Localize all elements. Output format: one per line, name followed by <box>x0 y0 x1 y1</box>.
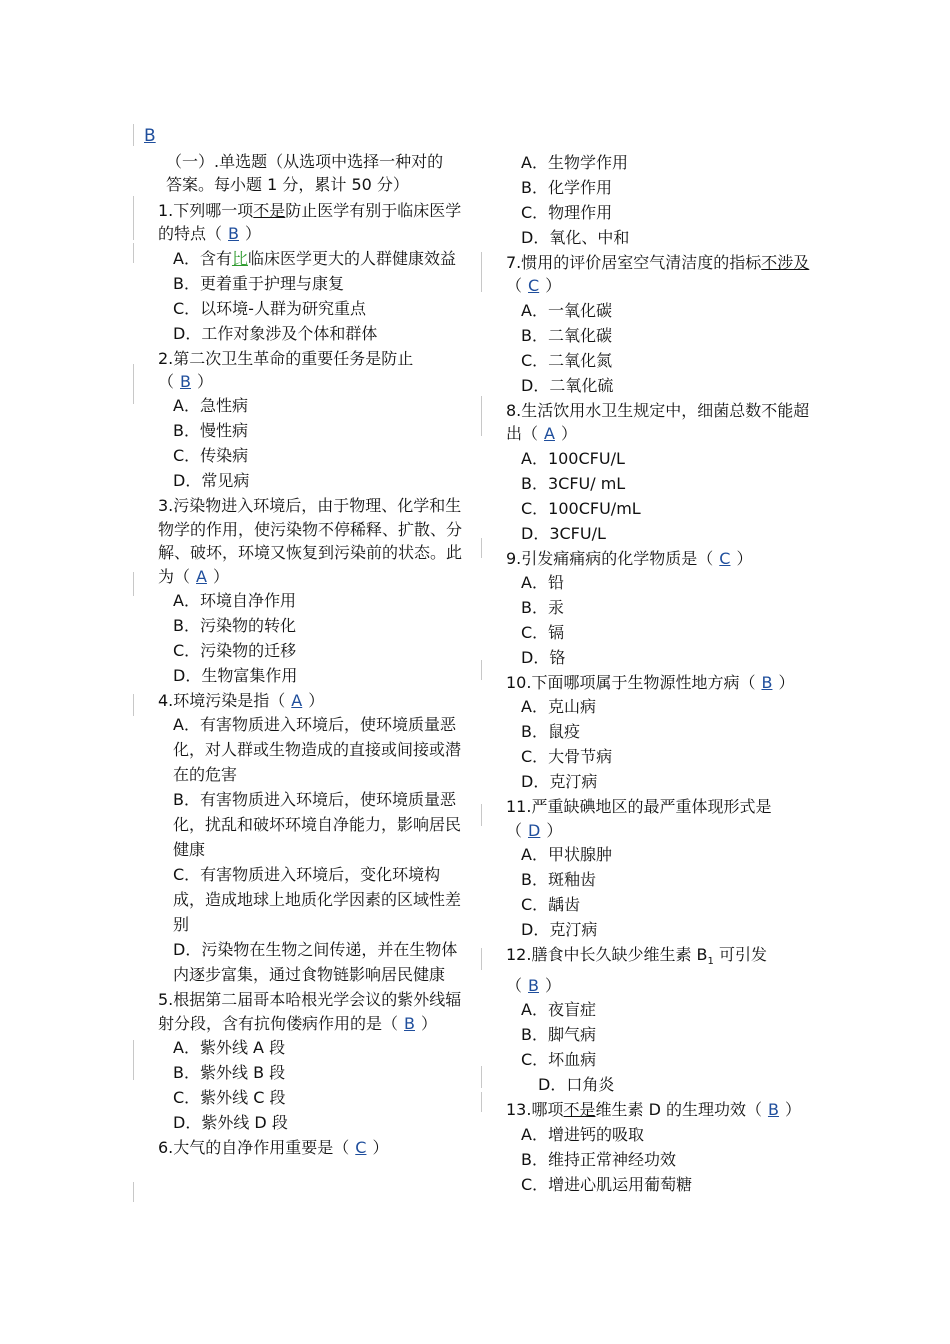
option: C．镉 <box>521 623 565 643</box>
option: D．工作对象涉及个体和群体 <box>173 323 378 343</box>
answer: A <box>291 691 303 711</box>
option: C．二氧化氮 <box>521 350 613 370</box>
option: B．紫外线 B 段 <box>173 1063 286 1083</box>
question-11: 11.严重缺碘地区的最严重体现形式是（ D ） <box>506 797 772 840</box>
answer: B <box>528 975 539 995</box>
question-13: 13.哪项不是维生素 D 的生理功效（ B ） <box>506 1100 801 1120</box>
option: A．环境自净作用 <box>173 591 296 611</box>
change-bar <box>133 572 134 596</box>
option: C．增进心肌运用葡萄糖 <box>521 1174 693 1194</box>
option: D．二氧化硫 <box>521 375 614 395</box>
option: A．100CFU/L <box>521 448 625 468</box>
change-bar <box>481 396 482 436</box>
option: B．3CFU/ mL <box>521 473 626 493</box>
option: B．汞 <box>521 598 564 618</box>
answer: B <box>767 1100 779 1120</box>
option: C．污染物的迁移 <box>173 641 297 661</box>
answer: A <box>544 424 555 444</box>
option: A．急性病 <box>173 396 248 416</box>
left-column <box>158 150 468 1160</box>
option: A．铅 <box>521 573 564 593</box>
answer: D <box>528 820 541 840</box>
question-3: 3.污染物进入环境后，由于物理、化学和生物学的作用，使污染物不停稀释、扩散、分解、破坏，环境又恢复到污染前的状态。此为（ A ） <box>158 496 463 586</box>
option: B．维持正常神经功效 <box>521 1149 676 1169</box>
option: A．紫外线 A 段 <box>173 1038 286 1058</box>
option: B．脚气病 <box>521 1025 596 1045</box>
option: B．污染物的转化 <box>173 616 296 636</box>
option: B．斑釉齿 <box>521 870 596 890</box>
option: D．克汀病 <box>521 920 598 940</box>
option: C．传染病 <box>173 446 249 466</box>
answer: B <box>761 673 773 693</box>
question-9: 9.引发痛痛病的化学物质是（ C ） <box>506 548 753 568</box>
option: B．更着重于护理与康复 <box>173 273 344 293</box>
option: C．有害物质进入环境后，变化环境构成，造成地球上地质化学因素的区域性差别 <box>173 865 462 935</box>
top-answer-mark: B <box>144 126 156 146</box>
change-bar <box>133 1040 134 1080</box>
option: D．铬 <box>521 648 566 668</box>
option: D．克汀病 <box>521 772 598 792</box>
question-5: 5.根据第二届哥本哈根光学会议的紫外线辐射分段，含有抗佝偻病作用的是（ B ） <box>158 990 462 1033</box>
option: A．夜盲症 <box>521 1000 596 1020</box>
option: D．生物富集作用 <box>173 666 298 686</box>
option: D．污染物在生物之间传递，并在生物体内逐步富集，通过食物链影响居民健康 <box>173 940 458 985</box>
option: D．常见病 <box>173 471 250 491</box>
change-bar <box>481 1092 482 1112</box>
option: D．口角炎 <box>538 1075 615 1095</box>
question-4: 4.环境污染是指（ A ） <box>158 691 325 711</box>
option: C．物理作用 <box>521 203 613 222</box>
answer: C <box>719 548 731 568</box>
change-bar <box>133 694 134 716</box>
option: A．克山病 <box>521 697 596 717</box>
answer: C <box>528 276 540 296</box>
option: B．鼠疫 <box>521 722 580 742</box>
question-8: 8.生活饮用水卫生规定中，细菌总数不能超出（ A ） <box>506 400 810 444</box>
option: C．龋齿 <box>521 895 581 915</box>
option: C．紫外线 C 段 <box>173 1088 286 1108</box>
question-6: 6.大气的自净作用重要是（ C ） <box>158 1138 389 1158</box>
change-bar <box>481 948 482 970</box>
option: A．一氧化碳 <box>521 300 612 320</box>
option: D．紫外线 D 段 <box>173 1113 288 1133</box>
option: C．坏血病 <box>521 1050 597 1070</box>
option: A．有害物质进入环境后，使环境质量恶化，对人群或生物造成的直接或间接或潜在的危害 <box>173 715 462 785</box>
option: B．有害物质进入环境后，使环境质量恶化，扰乱和破坏环境自净能力，影响居民健康 <box>173 790 462 860</box>
option: A．甲状腺肿 <box>521 845 612 865</box>
answer: C <box>355 1138 367 1158</box>
change-bar <box>481 804 482 826</box>
option: C．以环境-人群为研究重点 <box>173 298 366 318</box>
option: D．氧化、中和 <box>521 228 630 247</box>
question-2: 2.第二次卫生革命的重要任务是防止（ B ） <box>158 348 414 392</box>
option: B．慢性病 <box>173 421 248 441</box>
change-bar <box>481 252 482 292</box>
option: A．生物学作用 <box>521 153 628 172</box>
change-bar <box>133 243 134 263</box>
question-7: 7.惯用的评价居室空气清洁度的指标不涉及（ C ） <box>506 253 810 296</box>
answer: B <box>180 372 191 392</box>
section-heading: （一）.单选题（从选项中选择一种对的 答案。每小题 1 分，累计 50 分） <box>166 152 444 195</box>
option: A．含有比临床医学更大的人群健康效益 <box>173 248 456 268</box>
change-bar <box>133 196 134 240</box>
question-12: 12.膳食中长久缺少维生素 $B_1$ 可引发（ B ） <box>506 945 767 995</box>
change-bar <box>481 538 482 558</box>
answer: B <box>404 1013 415 1033</box>
question-10: 10.下面哪项属于生物源性地方病（ B ） <box>506 673 795 693</box>
change-bar <box>481 1066 482 1088</box>
change-bar <box>481 660 482 680</box>
right-column <box>506 150 811 1197</box>
option: D．3CFU/L <box>521 523 606 543</box>
answer: A <box>196 566 207 586</box>
answer: B <box>228 224 239 244</box>
option: C．大骨节病 <box>521 747 613 767</box>
change-bar <box>133 1182 134 1202</box>
option: B．二氧化碳 <box>521 325 612 345</box>
change-bar <box>133 124 134 146</box>
option: C．100CFU/mL <box>521 498 641 518</box>
option: A．增进钙的吸取 <box>521 1124 644 1144</box>
option: B．化学作用 <box>521 178 612 197</box>
change-bar <box>133 364 134 404</box>
question-1: 1.下列哪一项不是防止医学有别于临床医学的特点（ B ） <box>158 200 462 244</box>
